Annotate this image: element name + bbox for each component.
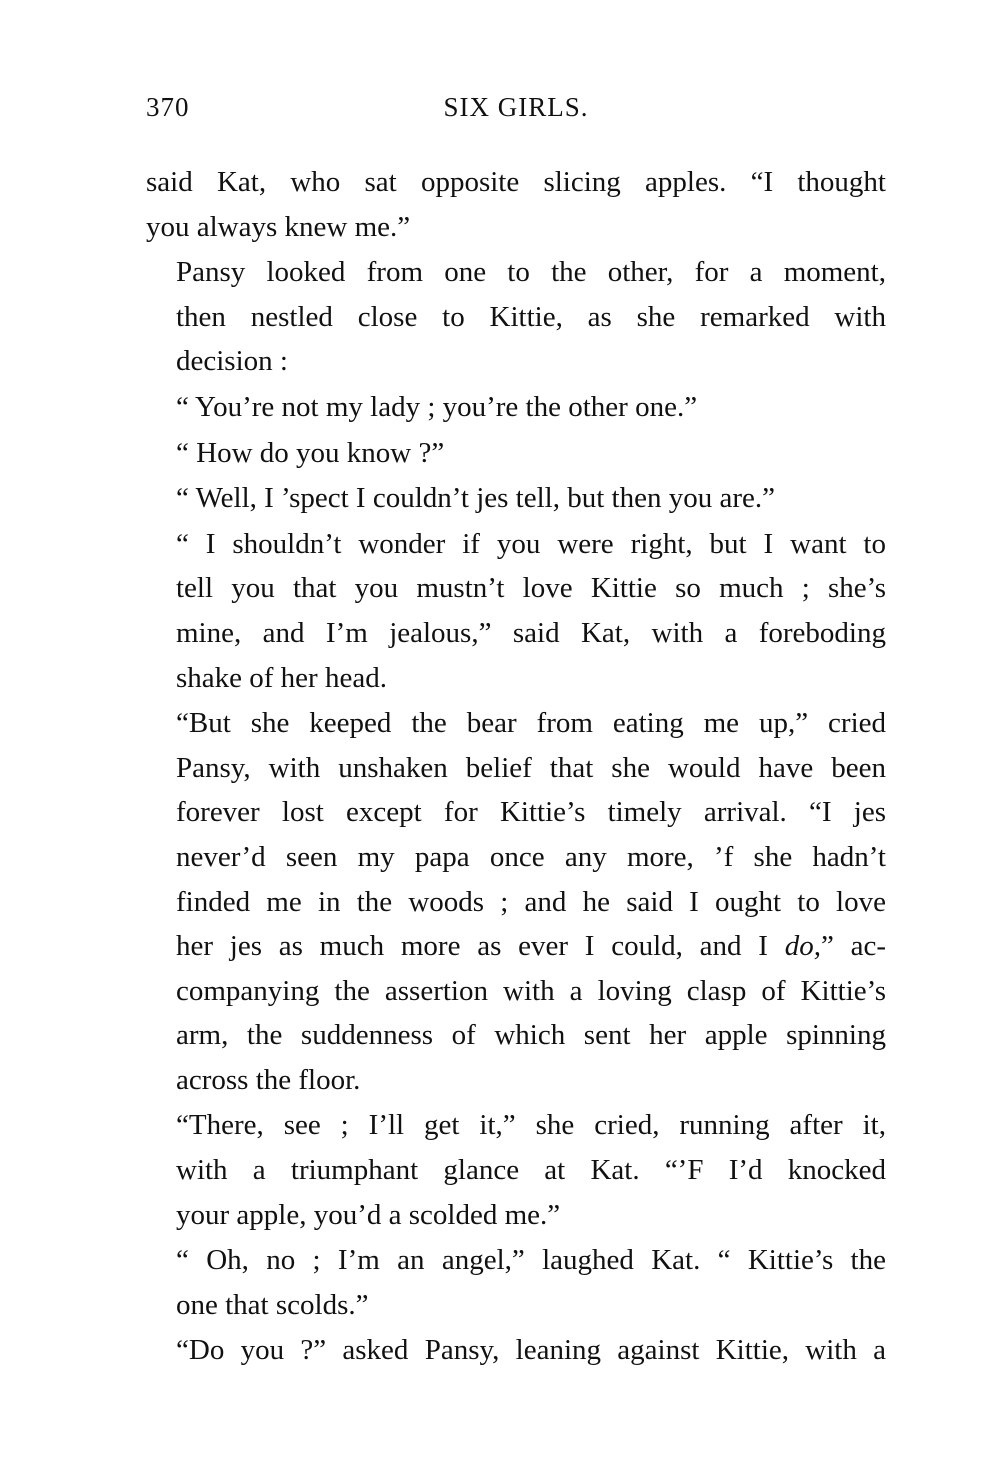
body-text bbox=[146, 160, 886, 1373]
text-line: one that scolds.” bbox=[176, 1288, 369, 1321]
text-line: shake of her head. bbox=[176, 661, 387, 694]
emphasized-word: do, bbox=[784, 930, 821, 963]
text-line: “ I shouldn’t wonder if you were right, but I want to bbox=[176, 527, 886, 560]
text-line: tell you that you mustn’t love Kittie so much ; she’s bbox=[176, 572, 886, 605]
text-line: your apple, you’d a scolded me.” bbox=[176, 1198, 561, 1231]
paragraph bbox=[146, 1328, 886, 1373]
text-line: “ You’re not my lady ; you’re the other one.” bbox=[176, 390, 698, 423]
text-line: “ How do you know ?” bbox=[176, 436, 445, 469]
paragraph bbox=[146, 476, 886, 521]
text-line: mine, and I’m jealous,” said Kat, with a foreboding bbox=[176, 616, 886, 649]
paragraph bbox=[146, 160, 886, 249]
text-line: across the floor. bbox=[176, 1063, 361, 1096]
text-line: said Kat, who sat opposite slicing apples. “I thought bbox=[146, 166, 886, 198]
paragraph bbox=[146, 701, 886, 1102]
text-line: “But she keeped the bear from eating me up,” cried bbox=[176, 707, 886, 740]
text-line: “Do you ?” asked Pansy, leaning against Kittie, with a bbox=[176, 1334, 886, 1367]
paragraph bbox=[146, 250, 886, 384]
text-line: finded me in the woods ; and he said I ought to love bbox=[176, 885, 886, 918]
text-line: never’d seen my papa once any more, ’f she hadn’t bbox=[176, 840, 886, 873]
text-line: “ Oh, no ; I’m an angel,” laughed Kat. “ Kittie’s the bbox=[176, 1244, 886, 1277]
text-line: companying the assertion with a loving clasp of Kittie’s bbox=[176, 974, 886, 1007]
text-line: “There, see ; I’ll get it,” she cried, running after it, bbox=[176, 1109, 886, 1142]
page-number: 370 bbox=[146, 92, 190, 122]
text-line: Pansy looked from one to the other, for a moment, bbox=[176, 256, 886, 289]
paragraph bbox=[146, 431, 886, 476]
page-header bbox=[146, 92, 886, 132]
text-line: Pansy, with unshaken belief that she would have been bbox=[176, 751, 886, 784]
text-line: arm, the suddenness of which sent her apple spinning bbox=[176, 1019, 886, 1052]
text-line: then nestled close to Kittie, as she remarked with bbox=[176, 300, 886, 333]
text-line: her jes as much more as ever I could, and I do,” ac- bbox=[176, 930, 886, 963]
paragraph bbox=[146, 1238, 886, 1327]
text-line: “ Well, I ’spect I couldn’t jes tell, but then you are.” bbox=[176, 482, 775, 515]
text-line: with a triumphant glance at Kat. “’F I’d knocked bbox=[176, 1154, 886, 1187]
text-line: forever lost except for Kittie’s timely arrival. “I jes bbox=[176, 796, 886, 829]
paragraph bbox=[146, 1103, 886, 1237]
running-title: SIX GIRLS. bbox=[443, 92, 589, 122]
paragraph bbox=[146, 522, 886, 700]
text-line: decision : bbox=[176, 345, 288, 378]
paragraph bbox=[146, 385, 886, 430]
text-line: you always knew me.” bbox=[146, 210, 411, 243]
